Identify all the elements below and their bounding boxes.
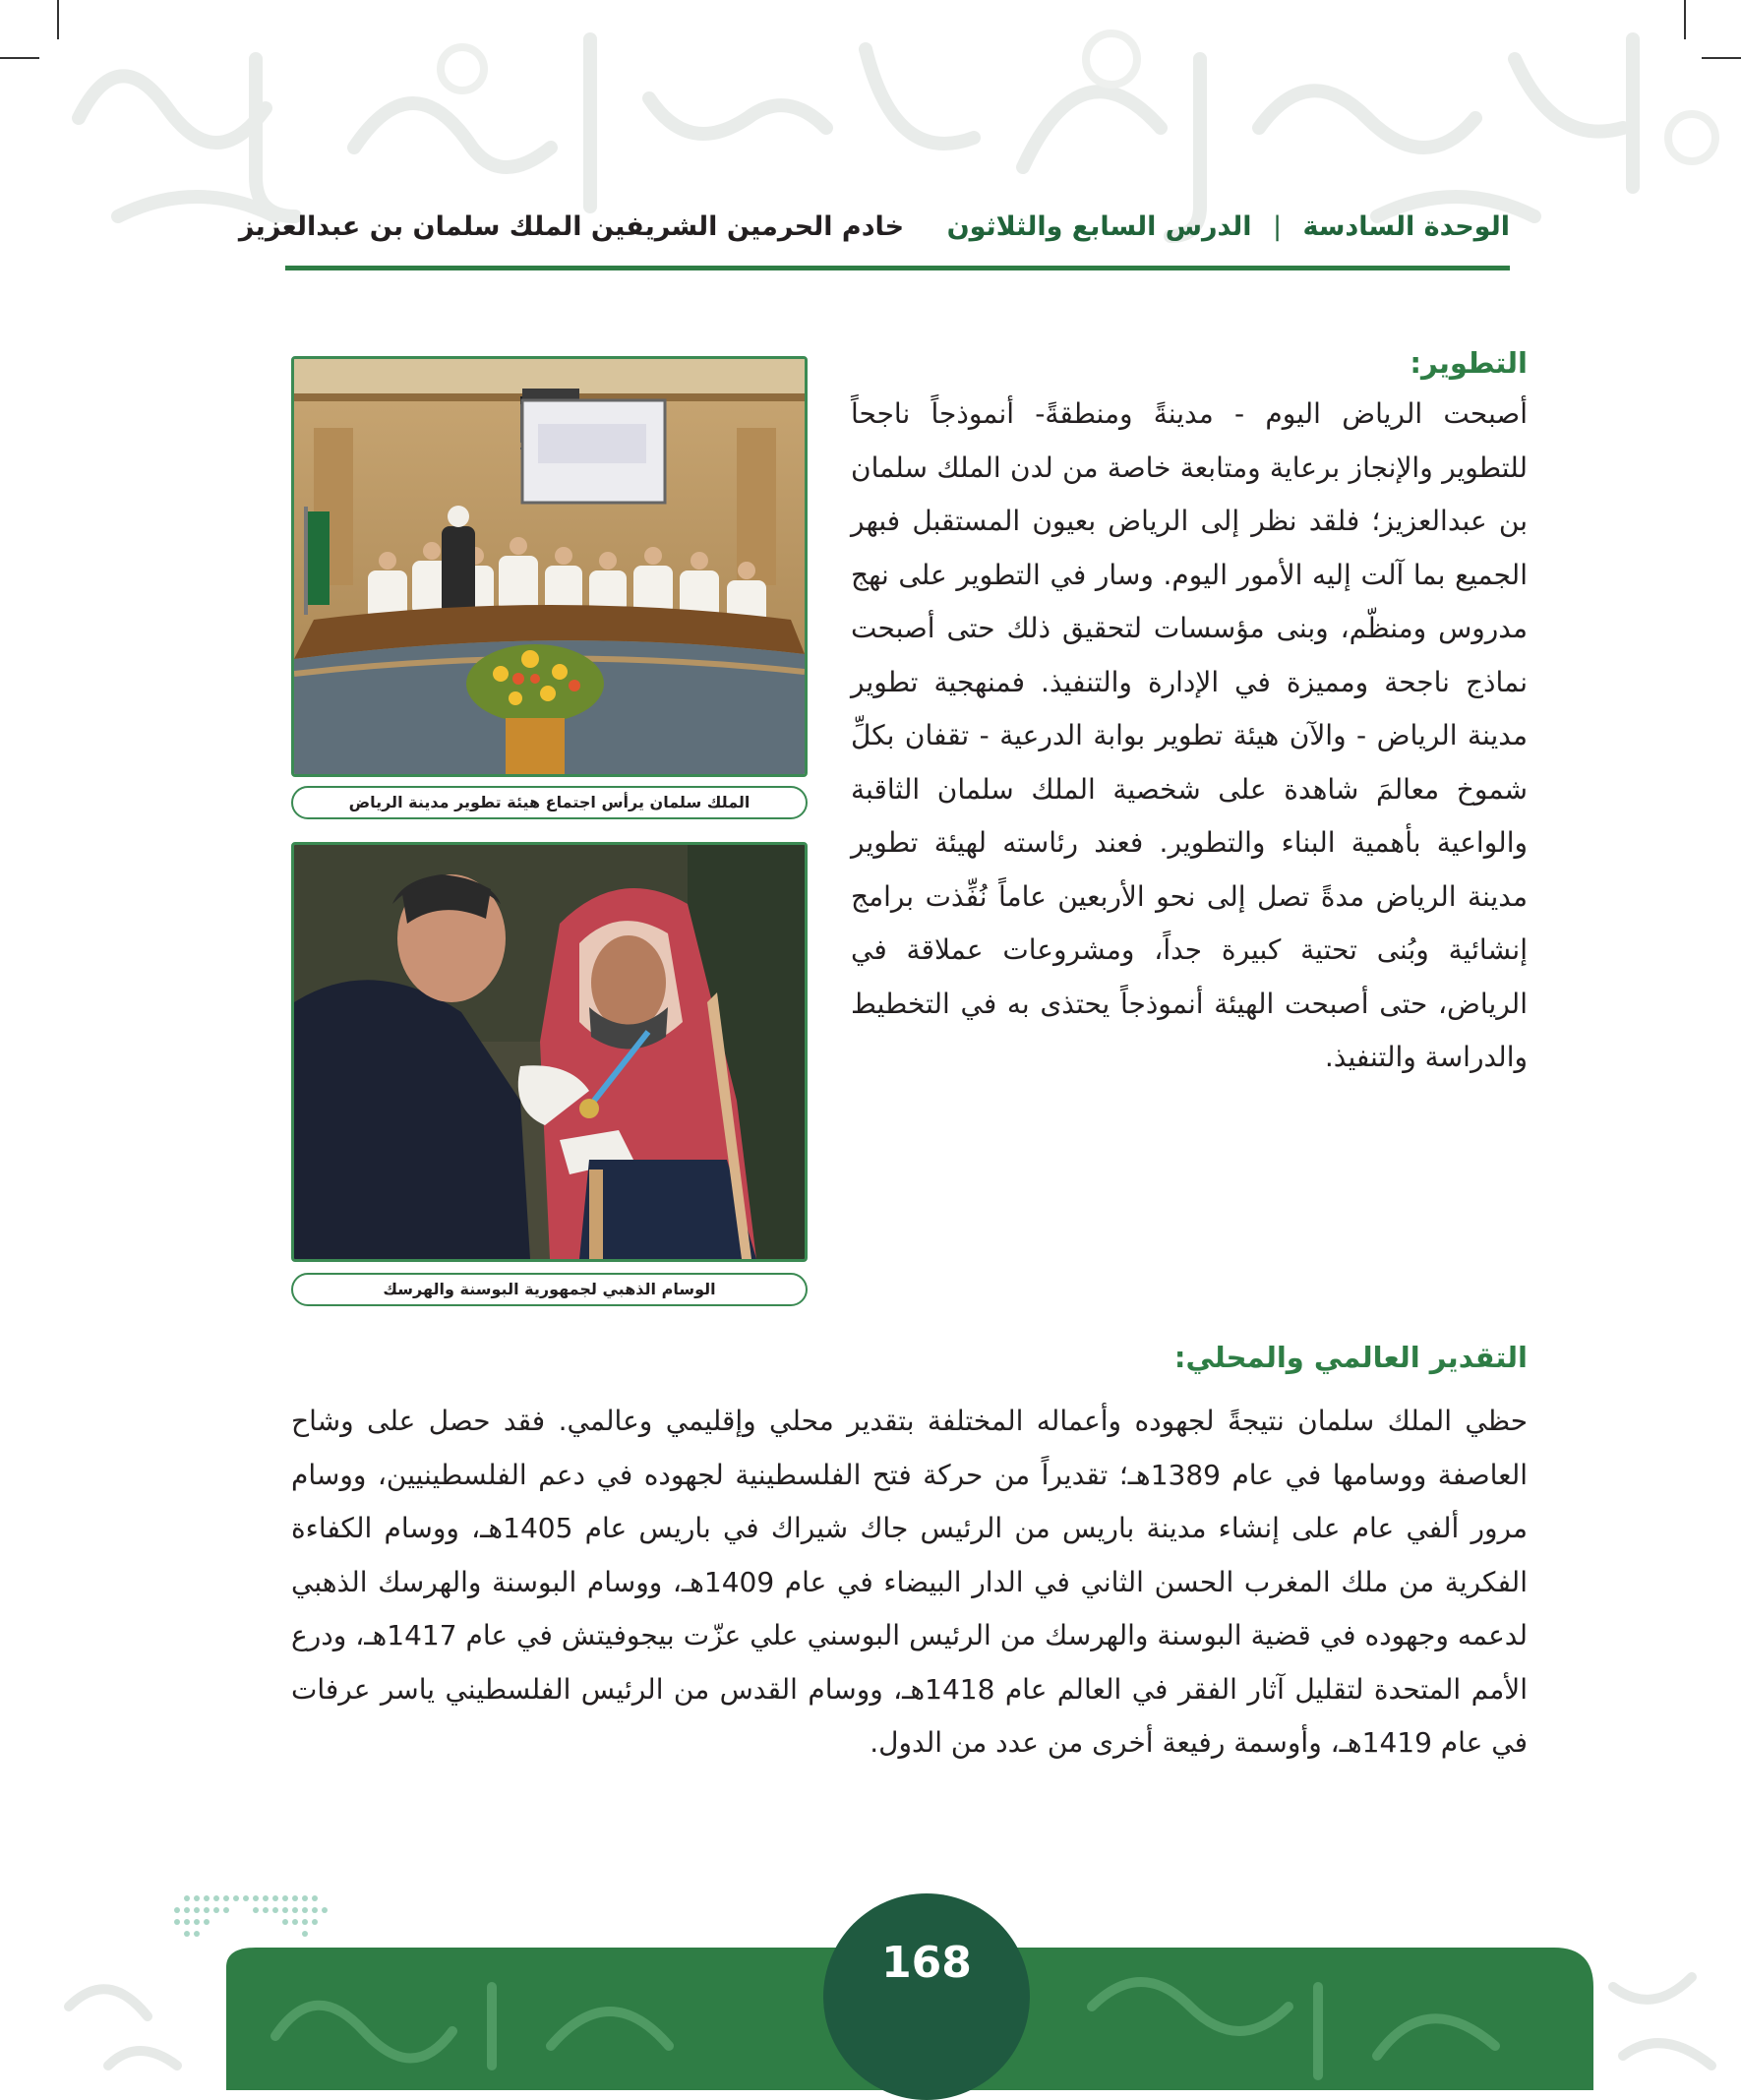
section-heading-recognition: التقدير العالمي والمحلي:: [1173, 1341, 1528, 1374]
header-unit: الوحدة السادسة: [1302, 211, 1510, 242]
paragraph-recognition: حظي الملك سلمان نتيجةً لجهوده وأعماله المختلفة بتقدير محلي وإقليمي وعالمي. فقد حصل على وشاح العاصفة ووسامها في عام 1389هـ؛ تقديراً من حركة فتح الفلسطينية لجهوده في دعم الفلسطينيين، ووسام مرور ألفي عام على إنشاء مدينة باريس من الرئيس جاك شيراك في باريس عام 1405هـ، ووسام الكفاءة الفكرية من ملك المغرب الحسن الثاني في الدار البيضاء في عام 1409هـ، ووسام البوسنة والهرسك الذهبي لدعمه وجهوده في قضية البوسنة والهرسك من الرئيس البوسني علي عزّت بيجوفيتش في عام 1417هـ، ودرع الأمم المتحدة لتقليل آثار الفقر في العالم عام 1418هـ، ووسام القدس من الرئيس الفلسطيني ياسر عرفات في عام 1419هـ، وأوسمة رفيعة أخرى من عدد من الدول.: [291, 1405, 1529, 1759]
section-heading-development: التطوير:: [1410, 346, 1528, 380]
ministry-logo-watermark: [167, 1889, 334, 2016]
crop-mark: [1684, 0, 1686, 39]
paragraph-development: أصبحت الرياض اليوم - مدينةً ومنطقةً- أنموذجاً ناجحاً للتطوير والإنجاز برعاية ومتابعة خاصة من لدن الملك سلمان بن عبدالعزيز؛ فلقد نظر إلى الرياض بعيون المستقبل فبهر الجميع بما آلت إليه الأمور اليوم. وسار في التطوير على نهج مدروس ومنظّم، وبنى مؤسسات لتحقيق ذلك حتى أصبحت نماذج ناجحة ومميزة في الإدارة والتنفيذ. فمنهجية تطوير مدينة الرياض - والآن هيئة تطوير بوابة الدرعية - تقفان بكلِّ شموخ معالمَ شاهدة على شخصية الملك سلمان الثاقبة والواعية بأهمية البناء والتطوير. فعند رئاسته لهيئة تطوير مدينة الرياض مدةً تصل إلى نحو الأربعين عاماً نُفِّذت برامج إنشائية وبُنى تحتية كبيرة جداً، ومشروعات عملاقة في الرياض، حتى أصبحت الهيئة أنموذجاً يحتذى به في التخطيط والدراسة والتنفيذ.: [851, 397, 1528, 1073]
crop-mark: [0, 57, 39, 59]
header-title: خادم الحرمين الشريفين الملك سلمان بن عبدالعزيز: [238, 211, 905, 242]
photo-medal-caption: الوسام الذهبي لجمهورية البوسنة والهرسك: [291, 1273, 808, 1306]
photo-meeting: [291, 356, 808, 777]
header-lesson: الدرس السابع والثلاثون: [946, 211, 1252, 242]
photo-medal: [291, 842, 808, 1262]
page-number: 168: [881, 1938, 972, 1988]
header-rule: [285, 266, 1510, 270]
photo-meeting-caption: الملك سلمان يرأس اجتماع هيئة تطوير مدينة الرياض: [291, 786, 808, 819]
page-header: [238, 202, 1510, 270]
medal-photo-illustration: [294, 845, 805, 1259]
page-number-badge: [823, 1893, 1030, 2100]
crop-mark: [1702, 57, 1741, 59]
meeting-photo-illustration: [294, 359, 805, 774]
crop-mark: [57, 0, 59, 39]
header-separator: |: [1272, 211, 1283, 242]
header-text: [239, 211, 1510, 242]
